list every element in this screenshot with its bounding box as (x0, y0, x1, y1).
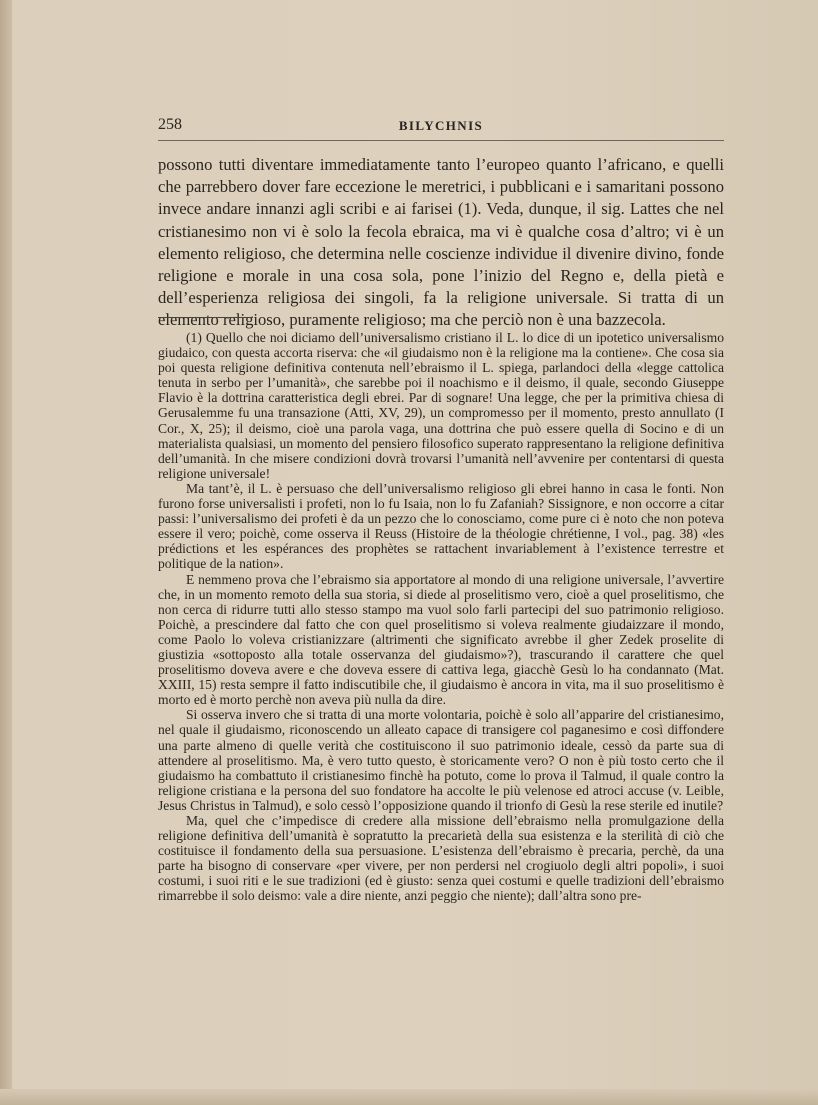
footnote-rule (158, 317, 253, 318)
page-number: 258 (158, 116, 182, 133)
footnotes (158, 330, 724, 904)
footnote-paragraph: Si osserva invero che si tratta di una morte volontaria, poichè è solo all’apparire del cristianesimo, nel quale il giudaismo, riconoscendo un alleato capace di transigere col paganesimo e così diffondere una parte almeno di quelle verità che costituiscono il suo patrimonio ideale, cessò da parte sua di attendere al proselitismo. Ma, è vero tutto questo, è storicamente vero? O non è più tosto certo che il giudaismo ha combattuto il cristianesimo finchè ha potuto, come lo prova il Talmud, il quale contro la religione cristiana e la persona del suo fondatore ha accolte le più velenose ed atroci accuse (v. Leible, Jesus Christus in Talmud), e solo cessò l’opposizione quando il trionfo di Gesù la rese sterile ed inutile? (158, 707, 724, 813)
page-bottom-edge (0, 1089, 818, 1105)
footnote-paragraph: Ma, quel che c’impedisce di credere alla missione dell’ebraismo nella promulgazione della religione definitiva dell’umanità è sopratutto la precarietà della sua esistenza e la sterilità di ciò che costituisce il fondamento della sua persuasione. L’esistenza dell’ebraismo è precaria, perchè, da una parte ha bisogno di conservare «per vivere, per non perdersi nel crogiuolo degli altri popoli», i suoi costumi, i suoi riti e le sue tradizioni (ed è giusto: senza quei costumi e quelle tradizioni dell’ebraismo rimarrebbe il solo deismo: vale a dire niente, anzi peggio che niente); dall’altra sono pre- (158, 813, 724, 904)
footnote-paragraph: E nemmeno prova che l’ebraismo sia apportatore al mondo di una religione universale, l’avvertire che, in un momento remoto della sua storia, si diede al proselitismo vero, cioè a quel proselitismo, che non cerca di ridurre tutti allo stesso stampo ma vuol solo farli partecipi del suo patrimonio religioso. Poichè, a prescindere dal fatto che con quel proselitismo si voleva realmente giudaizzare il mondo, come Paolo lo voleva cristianizzare (altrimenti che significato avrebbe il gher Zedek proselite di giustizia «sottoposto alla totale osservanza del giudaismo»?), trascurando il carattere che quel proselitismo doveva avere e che doveva essere di cattiva lega, giacchè Gesù lo ha condannato (Mat. XXIII, 15) resta sempre il fatto indiscutibile che, il giudaismo è ancora in vita, ma il suo proselitismo è morto ed è morto perchè non aveva più nulla da dire. (158, 571, 724, 708)
page-header (158, 116, 724, 141)
main-paragraph: possono tutti diventare immediatamente tanto l’europeo quanto l’africano, e quelli che parrebbero dover fare eccezione le meretrici, i pubblicani e i samaritani possono invece andare innanzi agli scribi e ai farisei (1). Veda, dunque, il sig. Lattes che nel cristianesimo non vi è solo la fecola ebraica, ma vi è qualche cosa d’altro; vi è un elemento religioso, che determina nelle coscienze individue il divenire divino, fonde religione e morale in una cosa sola, pone l’inizio del Regno e, della pietà e dell’esperienza religiosa dei singoli, fa la religione universale. Si tratta di un elemento religioso, puramente religioso; ma che perciò non è una bazzecola. (158, 155, 724, 330)
page-left-edge (0, 0, 12, 1105)
footnote-paragraph: (1) Quello che noi diciamo dell’universalismo cristiano il L. lo dice di un ipotetico universalismo giudaico, con questa accorta riserva: che «il giudaismo non è la religione ma la contiene». Che cosa sia poi questa religione definitiva contenuta nell’ebraismo il L. spiega, parlandoci della «legge cattolica tenuta in serbo per l’umanità», che sarebbe poi il noachismo e il deismo, il quale, secondo Giuseppe Flavio è la dottrina caratteristica degli ebrei. Par di sognare! Una legge, che per la primitiva chiesa di Gerusalemme fu una transazione (Atti, XV, 29), un compromesso per il momento, presto annullato (I Cor., X, 25); il deismo, cioè una parola vaga, una dottrina che può essere quella di Socino e di un materialista qualsiasi, un momento del pensiero filosofico superato rappresentano la religione definitiva dell’umanità. In che misere condizioni dovrà trovarsi l’umanità nell’avvenire per contentarsi di questa religione universale! (158, 330, 724, 481)
footnote-paragraph: Ma tant’è, il L. è persuaso che dell’universalismo religioso gli ebrei hanno in casa le fonti. Non furono forse universalisti i profeti, non lo fu Isaia, non lo fu Zafaniah? Sissignore, e non occorre a citar passi: l’universalismo dei profeti è da un pezzo che lo conosciamo, come pure ci è noto che non poteva essere il vero; poichè, come osserva il Reuss (Histoire de la théologie chrétienne, I vol., pag. 38) «les prédictions et les espérances des prophètes se rattachent invariablement à l’existence terrestre et politique de la nation». (158, 480, 724, 572)
running-title: BILYCHNIS (398, 118, 484, 133)
